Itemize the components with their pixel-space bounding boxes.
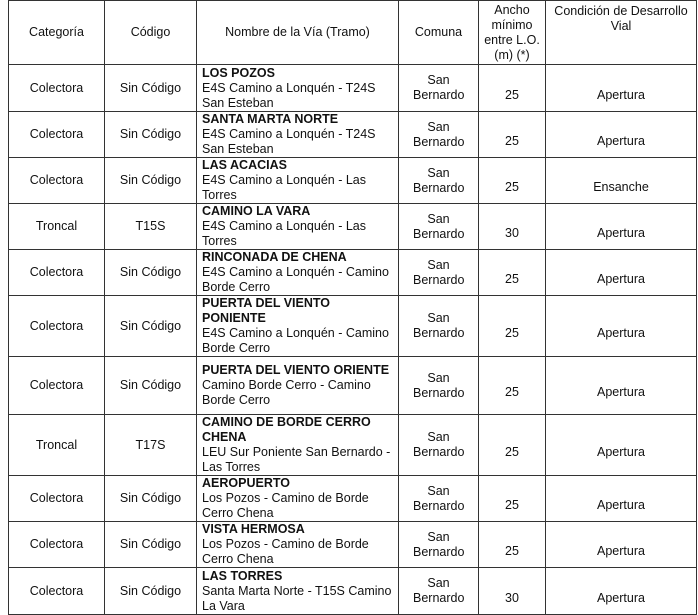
codigo-cell: Sin Código xyxy=(105,158,197,204)
comuna-cell: San Bernardo xyxy=(399,112,479,158)
condicion-cell: Apertura xyxy=(546,522,697,568)
comuna-cell: San Bernardo xyxy=(399,568,479,615)
comuna-cell: San Bernardo xyxy=(399,476,479,522)
condicion-cell: Apertura xyxy=(546,357,697,415)
via-tramo: E4S Camino a Lonquén - Camino Borde Cerro xyxy=(202,265,389,294)
header-nombre: Nombre de la Vía (Tramo) xyxy=(197,1,399,65)
ancho-cell: 25 xyxy=(479,415,546,476)
ancho-cell: 25 xyxy=(479,296,546,357)
nombre-cell xyxy=(197,204,399,250)
nombre-cell xyxy=(197,65,399,112)
codigo-cell: Sin Código xyxy=(105,112,197,158)
via-name: SANTA MARTA NORTE xyxy=(202,112,339,126)
nombre-cell xyxy=(197,158,399,204)
nombre-cell xyxy=(197,568,399,615)
table-row xyxy=(9,296,697,357)
via-tramo: LEU Sur Poniente San Bernardo - Las Torres xyxy=(202,445,391,474)
table-row xyxy=(9,522,697,568)
via-name: RINCONADA DE CHENA xyxy=(202,250,347,264)
ancho-cell: 25 xyxy=(479,65,546,112)
via-name: CAMINO LA VARA xyxy=(202,204,311,218)
header-categoria: Categoría xyxy=(9,1,105,65)
codigo-cell: Sin Código xyxy=(105,250,197,296)
table-row xyxy=(9,158,697,204)
categoria-cell: Colectora xyxy=(9,476,105,522)
ancho-cell: 25 xyxy=(479,250,546,296)
via-tramo: E4S Camino a Lonquén - Camino Borde Cerro xyxy=(202,326,389,355)
via-name: PUERTA DEL VIENTO PONIENTE xyxy=(202,296,331,325)
condicion-cell: Apertura xyxy=(546,250,697,296)
via-tramo: Los Pozos - Camino de Borde Cerro Chena xyxy=(202,537,369,566)
condicion-cell: Apertura xyxy=(546,204,697,250)
codigo-cell: Sin Código xyxy=(105,522,197,568)
header-row xyxy=(9,1,697,65)
table-row xyxy=(9,568,697,615)
nombre-cell xyxy=(197,522,399,568)
table-row xyxy=(9,476,697,522)
table-row xyxy=(9,112,697,158)
condicion-cell: Apertura xyxy=(546,65,697,112)
condicion-cell: Apertura xyxy=(546,476,697,522)
road-table xyxy=(8,0,697,615)
ancho-cell: 25 xyxy=(479,476,546,522)
ancho-cell: 30 xyxy=(479,568,546,615)
ancho-cell: 25 xyxy=(479,522,546,568)
ancho-cell: 25 xyxy=(479,158,546,204)
via-tramo: E4S Camino a Lonquén - Las Torres xyxy=(202,219,366,248)
via-name: CAMINO DE BORDE CERRO CHENA xyxy=(202,415,371,444)
condicion-cell: Apertura xyxy=(546,568,697,615)
condicion-cell: Ensanche xyxy=(546,158,697,204)
codigo-cell: T17S xyxy=(105,415,197,476)
categoria-cell: Colectora xyxy=(9,568,105,615)
via-name: AEROPUERTO xyxy=(202,476,290,490)
table-row xyxy=(9,204,697,250)
nombre-cell xyxy=(197,112,399,158)
nombre-cell xyxy=(197,296,399,357)
via-tramo: E4S Camino a Lonquén - T24S San Esteban xyxy=(202,127,376,156)
table-row xyxy=(9,65,697,112)
via-tramo: E4S Camino a Lonquén - Las Torres xyxy=(202,173,366,202)
comuna-cell: San Bernardo xyxy=(399,65,479,112)
categoria-cell: Colectora xyxy=(9,522,105,568)
header-condicion: Condición de Desarrollo Vial xyxy=(546,1,697,65)
categoria-cell: Colectora xyxy=(9,158,105,204)
comuna-cell: San Bernardo xyxy=(399,250,479,296)
ancho-cell: 25 xyxy=(479,112,546,158)
codigo-cell: Sin Código xyxy=(105,296,197,357)
via-tramo: Camino Borde Cerro - Camino Borde Cerro xyxy=(202,378,371,407)
condicion-cell: Apertura xyxy=(546,112,697,158)
comuna-cell: San Bernardo xyxy=(399,415,479,476)
nombre-cell xyxy=(197,357,399,415)
categoria-cell: Colectora xyxy=(9,296,105,357)
codigo-cell: T15S xyxy=(105,204,197,250)
table-row xyxy=(9,415,697,476)
nombre-cell xyxy=(197,250,399,296)
via-tramo: E4S Camino a Lonquén - T24S San Esteban xyxy=(202,80,376,110)
table-row xyxy=(9,357,697,415)
header-comuna: Comuna xyxy=(399,1,479,65)
via-name: PUERTA DEL VIENTO ORIENTE xyxy=(202,363,390,377)
codigo-cell: Sin Código xyxy=(105,476,197,522)
codigo-cell: Sin Código xyxy=(105,65,197,112)
categoria-cell: Colectora xyxy=(9,250,105,296)
nombre-cell xyxy=(197,415,399,476)
comuna-cell: San Bernardo xyxy=(399,522,479,568)
via-name: LOS POZOS xyxy=(202,65,275,80)
nombre-cell xyxy=(197,476,399,522)
via-name: LAS ACACIAS xyxy=(202,158,287,172)
categoria-cell: Colectora xyxy=(9,65,105,112)
comuna-cell: San Bernardo xyxy=(399,204,479,250)
condicion-cell: Apertura xyxy=(546,296,697,357)
via-name: LAS TORRES xyxy=(202,568,283,583)
comuna-cell: San Bernardo xyxy=(399,158,479,204)
via-tramo: Los Pozos - Camino de Borde Cerro Chena xyxy=(202,491,369,520)
via-tramo: Santa Marta Norte - T15S Camino La Vara xyxy=(202,583,392,613)
codigo-cell: Sin Código xyxy=(105,568,197,615)
categoria-cell: Colectora xyxy=(9,112,105,158)
ancho-cell: 25 xyxy=(479,357,546,415)
header-codigo: Código xyxy=(105,1,197,65)
codigo-cell: Sin Código xyxy=(105,357,197,415)
categoria-cell: Colectora xyxy=(9,357,105,415)
comuna-cell: San Bernardo xyxy=(399,357,479,415)
table-row xyxy=(9,250,697,296)
categoria-cell: Troncal xyxy=(9,415,105,476)
ancho-cell: 30 xyxy=(479,204,546,250)
comuna-cell: San Bernardo xyxy=(399,296,479,357)
via-name: VISTA HERMOSA xyxy=(202,522,305,536)
condicion-cell: Apertura xyxy=(546,415,697,476)
header-ancho: Ancho mínimo entre L.O. (m) (*) xyxy=(479,1,546,65)
categoria-cell: Troncal xyxy=(9,204,105,250)
